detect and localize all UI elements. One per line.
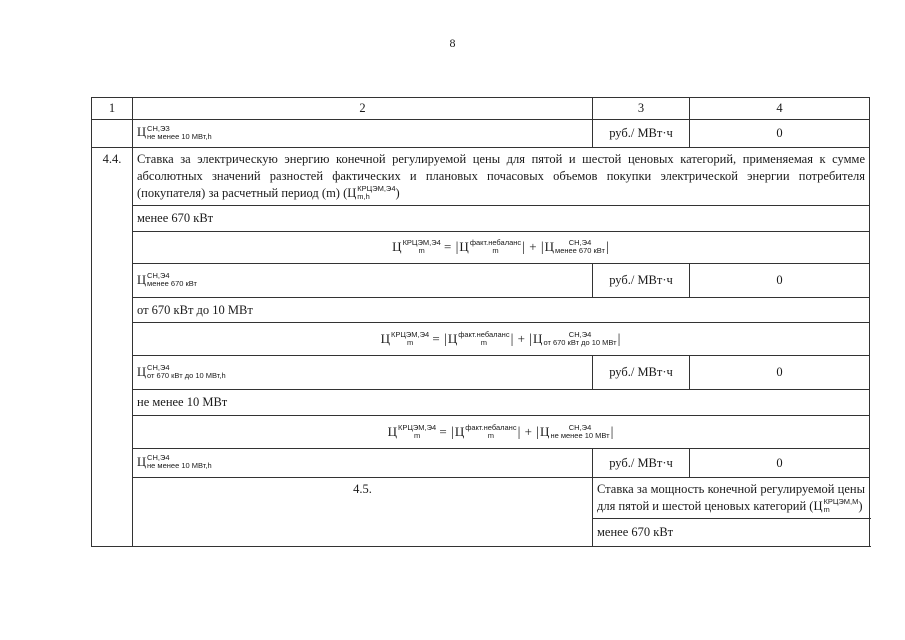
value-cell: 0 (690, 449, 870, 478)
formula-cell: Ц КРЦЭМ,Э4 m = |Ц факт.небаланс m | + |Ц СН,Э4 не менее 10 МВт | (133, 416, 870, 449)
section-number-4-5: 4.5. (133, 478, 593, 547)
formula-row (92, 232, 870, 264)
unit-cell: руб./ МВт·ч (593, 356, 690, 390)
header-col-3: 3 (593, 98, 690, 120)
header-col-1: 1 (92, 98, 133, 120)
unit-cell: руб./ МВт·ч (593, 449, 690, 478)
symbol-cell (133, 449, 593, 478)
price-symbol: Ц СН,Э4 от 670 кВт до 10 МВт,h (137, 362, 226, 380)
section-4-5-text: Ставка за мощность конечной регулируемой цены для пятой и шестой ценовых категорий ( (597, 482, 865, 514)
formula-row (92, 416, 870, 449)
table-row (92, 449, 870, 478)
price-symbol: Ц СН,Э4 менее 670 кВт (137, 270, 197, 288)
subsection-label-row (92, 390, 870, 416)
table-row (92, 356, 870, 390)
price-symbol: Ц СН,ЭЗ не менее 10 МВт,h (137, 123, 212, 141)
subsection-label: менее 670 кВт (593, 519, 870, 547)
price-symbol: Ц СН,Э4 не менее 10 МВт,h (137, 453, 212, 471)
subsection-label: менее 670 кВт (133, 206, 870, 232)
section-4-4-text-cell: Ставка за электрическую энергию конечной регулируемой цены для пятой и шестой ценовых категорий, применяемая к сумме абсолютных значений разностей фактических и плановых почасовых объемов покупки электрической энергии потребителя (покупателя) за расчетный период (m) (Ц КРЦЭМ,Э4 m,h ) (133, 148, 870, 206)
symbol-cell (133, 264, 593, 298)
section-4-5-symbol: Ц КРЦЭМ,М m (813, 497, 859, 515)
tariff-table (91, 97, 870, 547)
value-cell: 0 (690, 264, 870, 298)
subsection-label: от 670 кВт до 10 МВт (133, 298, 870, 323)
subsection-label: не менее 10 МВт (133, 390, 870, 416)
header-col-4: 4 (690, 98, 870, 120)
value-cell: 0 (690, 120, 870, 148)
section-4-5-text-cell: Ставка за мощность конечной регулируемой цены для пятой и шестой ценовых категорий (Ц КРЦЭМ,М m ) (593, 478, 870, 519)
unit-cell: руб./ МВт·ч (593, 120, 690, 148)
value-cell: 0 (690, 356, 870, 390)
table-row (92, 120, 870, 148)
formula-cell: Ц КРЦЭМ,Э4 m = |Ц факт.небаланс m | + |Ц СН,Э4 от 670 кВт до 10 МВт | (133, 323, 870, 356)
section-number-4-4: 4.4. (92, 148, 133, 547)
subsection-label-row (92, 206, 870, 232)
subsection-label-row (92, 298, 870, 323)
table-row (92, 264, 870, 298)
section-4-4-symbol: Ц КРЦЭМ,Э4 m,h (347, 184, 396, 202)
page-number: 8 (449, 36, 456, 50)
symbol-cell (133, 120, 593, 148)
section-4-5-row (92, 478, 870, 519)
header-col-2: 2 (133, 98, 593, 120)
symbol-cell (133, 356, 593, 390)
row-number-cell (92, 120, 133, 148)
formula-row (92, 323, 870, 356)
unit-cell: руб./ МВт·ч (593, 264, 690, 298)
formula-cell: Ц КРЦЭМ,Э4 m = |Ц факт.небаланс m | + |Ц СН,Э4 менее 670 кВт | (133, 232, 870, 264)
section-4-4-row (92, 148, 870, 206)
table-header-row (92, 98, 870, 120)
section-4-4-text: Ставка за электрическую энергию конечной регулируемой цены для пятой и шестой ценовых категорий, применяемая к сумме абсолютных значений разностей фактических и плановых почасовых объемов покупки электрической энергии потребителя (покупателя) за расчетный период (m) ( (137, 152, 865, 200)
